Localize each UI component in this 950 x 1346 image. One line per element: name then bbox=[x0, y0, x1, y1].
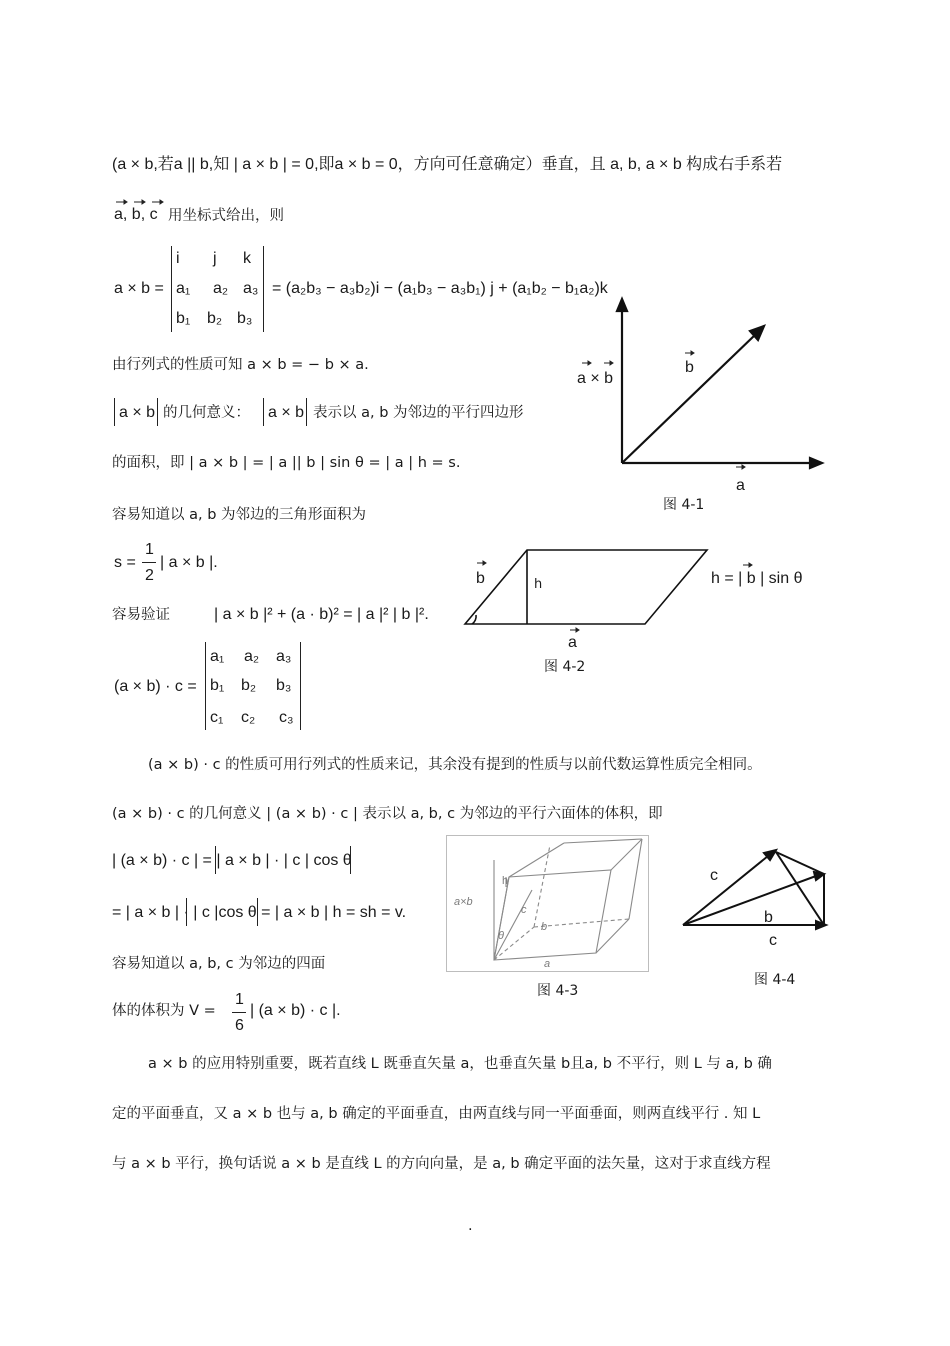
text-line-4: 由行列式的性质可知 a × b = − b × a. bbox=[112, 357, 369, 373]
text-line-19: 与 a × b 平行，换句话说 a × b 是直线 L 的方向向量，是 a, b 确定平面的法矢量，这对于求直线方程 bbox=[112, 1156, 771, 1172]
frac-line bbox=[142, 562, 156, 563]
det-cell: b₁ bbox=[176, 310, 191, 327]
fig3-caption: 图 4-3 bbox=[537, 983, 579, 999]
abs-bar bbox=[157, 398, 158, 426]
fig2-label-a: a bbox=[568, 634, 577, 651]
fig1-label-axb: a × b bbox=[577, 370, 614, 387]
text-line-5b: 的几何意义： bbox=[163, 405, 250, 421]
text-line-5d: 表示以 a, b 为邻边的平行四边形 bbox=[313, 405, 524, 421]
text-line-12: (a × b) · c 的几何意义 | (a × b) · c | 表示以 a, b, c 为邻边的平行六面体的体积，即 bbox=[112, 806, 663, 822]
figure-4-2 bbox=[460, 545, 720, 635]
identity: | a × b |² + (a · b)² = | a |² | b |². bbox=[214, 606, 429, 623]
frac-num: 1 bbox=[235, 991, 244, 1008]
fig1-caption: 图 4-1 bbox=[663, 497, 705, 513]
det-cell: a₁ bbox=[176, 280, 191, 297]
svg-text:a×b: a×b bbox=[454, 896, 473, 908]
text-line-1: (a × b,若a || b,知 | a × b | = 0,即a × b = 0，方向可任意确定）垂直，且 a, b, a × b 构成右手系若 bbox=[112, 156, 783, 173]
text-line-11: (a × b) · c 的性质可用行列式的性质来记，其余没有提到的性质与以前代数运算性质完全相同。 bbox=[148, 757, 762, 773]
frac-line bbox=[232, 1012, 246, 1013]
abs-bar bbox=[186, 898, 187, 926]
det-cell: a₃ bbox=[243, 280, 259, 297]
fig2-label-eq: h = | b | sin θ bbox=[711, 570, 803, 587]
det-cell: i bbox=[176, 250, 180, 267]
triple-lhs: (a × b) · c = bbox=[114, 678, 197, 695]
abs-bar bbox=[257, 898, 258, 926]
fig2-caption: 图 4-2 bbox=[544, 659, 586, 675]
det-cell: b₁ bbox=[210, 677, 225, 694]
fig4-label-c1: c bbox=[710, 867, 718, 884]
text-line-6: 的面积，即 | a × b | = | a || b | sin θ = | a | h = s. bbox=[112, 455, 461, 471]
s-rest: | a × b |. bbox=[160, 554, 218, 571]
abs-bar bbox=[114, 398, 115, 426]
text-line-15: 容易知道以 a, b, c 为邻边的四面 bbox=[112, 956, 326, 972]
fig1-label-b: b bbox=[685, 359, 694, 376]
text-line-18: 定的平面垂直，又 a × b 也与 a, b 确定的平面垂直，由两直线与同一平面垂面，则两直线平行 . 知 L bbox=[112, 1106, 761, 1122]
det-cell: b₃ bbox=[237, 310, 253, 327]
abs-bar bbox=[263, 398, 264, 426]
det-bar-left bbox=[205, 642, 206, 730]
vector-arrows-abc bbox=[114, 198, 174, 208]
det-bar-right bbox=[263, 246, 264, 332]
fig2-label-b: b bbox=[476, 570, 485, 587]
svg-text:θ: θ bbox=[498, 930, 504, 942]
text-line-14: = | a × b | · | c |cos θ = | a × b | h = sh = v. bbox=[112, 904, 407, 921]
text-line-9: 容易验证 bbox=[112, 607, 170, 623]
text-line-13: | (a × b) · c | = | a × b | · | c | cos θ bbox=[112, 852, 352, 869]
frac-num: 1 bbox=[145, 541, 154, 558]
abs-bar bbox=[350, 846, 351, 874]
fig1-label-a: a bbox=[736, 477, 745, 494]
det-cell: c₁ bbox=[210, 709, 224, 726]
s-eq: s = bbox=[114, 554, 136, 571]
figure-4-4 bbox=[678, 845, 838, 935]
figure-4-1 bbox=[610, 295, 830, 475]
det-bar-right bbox=[300, 642, 301, 730]
abs-axb-2: a × b bbox=[268, 404, 305, 421]
fig4-caption: 图 4-4 bbox=[754, 972, 796, 988]
svg-text:h: h bbox=[502, 875, 509, 887]
det-cell: b₃ bbox=[276, 677, 292, 694]
det-cell: b₂ bbox=[241, 677, 257, 694]
text-line-7: 容易知道以 a, b 为邻边的三角形面积为 bbox=[112, 507, 367, 523]
figure-4-3 bbox=[446, 835, 650, 973]
abs-bar bbox=[306, 398, 307, 426]
svg-text:a: a bbox=[544, 958, 551, 970]
cross-expansion: = (a₂b₃ − a₃b₂)i − (a₁b₃ − a₃b₁) j + (a₁b₂ − b₁a₂)k bbox=[272, 280, 608, 297]
fig2-label-h: h bbox=[534, 577, 543, 592]
det-cell: a₂ bbox=[244, 648, 260, 665]
svg-text:c: c bbox=[521, 904, 527, 916]
det-cell: c₂ bbox=[241, 709, 256, 726]
det-bar-left bbox=[171, 246, 172, 332]
det-cell: c₃ bbox=[279, 709, 294, 726]
text-line-17: a × b 的应用特别重要，既若直线 L 既垂直矢量 a，也垂直矢量 b且a, b 不平行，则 L 与 a, b 确 bbox=[148, 1056, 772, 1072]
fig4-label-c2: c bbox=[769, 932, 777, 949]
frac-den: 2 bbox=[145, 567, 154, 584]
det-cell: k bbox=[243, 250, 251, 267]
abs-bar bbox=[215, 846, 216, 874]
cross-lhs: a × b = bbox=[114, 280, 164, 297]
det-cell: b₂ bbox=[207, 310, 223, 327]
frac-den: 6 bbox=[235, 1017, 244, 1034]
text-line-16a: 体的体积为 V = bbox=[112, 1003, 216, 1019]
abs-axb: a × b bbox=[119, 404, 156, 421]
det-cell: a₃ bbox=[276, 648, 292, 665]
page-dot: . bbox=[468, 1218, 473, 1234]
det-cell: a₁ bbox=[210, 648, 225, 665]
det-cell: a₂ bbox=[213, 280, 229, 297]
vector-abc: a, b, c bbox=[114, 206, 158, 223]
text-line-2: 用坐标式给出，则 bbox=[168, 208, 284, 224]
det-cell: j bbox=[213, 250, 217, 267]
svg-text:b: b bbox=[541, 921, 548, 933]
fig4-label-b: b bbox=[764, 909, 773, 926]
text-line-16b: | (a × b) · c |. bbox=[250, 1002, 341, 1019]
